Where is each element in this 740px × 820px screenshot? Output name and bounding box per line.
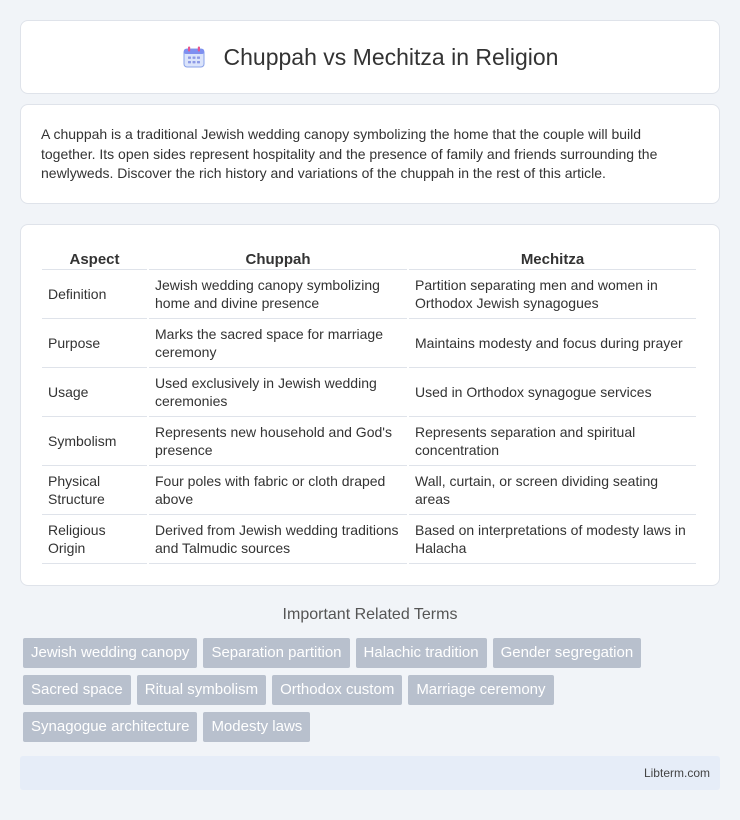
- table-cell: Jewish wedding canopy symbolizing home and divine presence: [149, 270, 407, 319]
- comparison-table: [40, 245, 698, 564]
- intro-card: [20, 104, 720, 204]
- related-terms-tags: [23, 638, 723, 742]
- title-card: [20, 20, 720, 94]
- table-row: [42, 270, 696, 319]
- table-cell: Symbolism: [42, 417, 147, 466]
- table-cell: Marks the sacred space for marriage ceremony: [149, 319, 407, 368]
- page-title: Chuppah vs Mechitza in Religion: [223, 43, 559, 70]
- title-wrap: [182, 44, 559, 71]
- tag-gender-segregation[interactable]: Gender segregation: [493, 638, 642, 668]
- table-row: [42, 417, 696, 466]
- tag-jewish-wedding-canopy[interactable]: Jewish wedding canopy: [23, 638, 197, 668]
- table-cell: Partition separating men and women in Orthodox Jewish synagogues: [409, 270, 696, 319]
- related-terms-heading: Important Related Terms: [282, 606, 458, 623]
- table-row: [42, 368, 696, 417]
- table-cell: Represents new household and God's presence: [149, 417, 407, 466]
- calendar-icon: [182, 45, 206, 69]
- table-row: [42, 466, 696, 515]
- table-cell: Derived from Jewish wedding traditions and Talmudic sources: [149, 515, 407, 564]
- table-cell: Purpose: [42, 319, 147, 368]
- table-cell: Represents separation and spiritual concentration: [409, 417, 696, 466]
- tag-separation-partition[interactable]: Separation partition: [203, 638, 349, 668]
- tag-ritual-symbolism[interactable]: Ritual symbolism: [137, 675, 266, 705]
- table-cell: Usage: [42, 368, 147, 417]
- tag-marriage-ceremony[interactable]: Marriage ceremony: [408, 675, 553, 705]
- intro-text: A chuppah is a traditional Jewish wedding canopy symbolizing the home that the couple will build together. Its open sides represent hospitality and the presence of family and friends surrounding the newlyweds. Discover the rich history and variations of the chuppah in the rest of this article.: [41, 126, 658, 181]
- tag-orthodox-custom[interactable]: Orthodox custom: [272, 675, 402, 705]
- footer-site-link[interactable]: Libterm.com: [643, 766, 710, 780]
- table-cell: Used in Orthodox synagogue services: [409, 368, 696, 417]
- tag-synagogue-architecture[interactable]: Synagogue architecture: [23, 712, 197, 742]
- table-cell: Based on interpretations of modesty laws in Halacha: [409, 515, 696, 564]
- table-cell: Used exclusively in Jewish wedding ceremonies: [149, 368, 407, 417]
- table-cell: Definition: [42, 270, 147, 319]
- table-header-row: [42, 245, 696, 270]
- column-header: Mechitza: [409, 245, 696, 270]
- table-cell: Wall, curtain, or screen dividing seating areas: [409, 466, 696, 515]
- column-header: Aspect: [42, 245, 147, 270]
- table-cell: Maintains modesty and focus during prayer: [409, 319, 696, 368]
- column-header: Chuppah: [149, 245, 407, 270]
- tag-modesty-laws[interactable]: Modesty laws: [203, 712, 310, 742]
- footer: [20, 756, 720, 790]
- tag-sacred-space[interactable]: Sacred space: [23, 675, 131, 705]
- table-cell: Physical Structure: [42, 466, 147, 515]
- table-row: [42, 515, 696, 564]
- table-row: [42, 319, 696, 368]
- comparison-card: [20, 224, 720, 586]
- table-cell: Four poles with fabric or cloth draped above: [149, 466, 407, 515]
- table-cell: Religious Origin: [42, 515, 147, 564]
- tag-halachic-tradition[interactable]: Halachic tradition: [356, 638, 487, 668]
